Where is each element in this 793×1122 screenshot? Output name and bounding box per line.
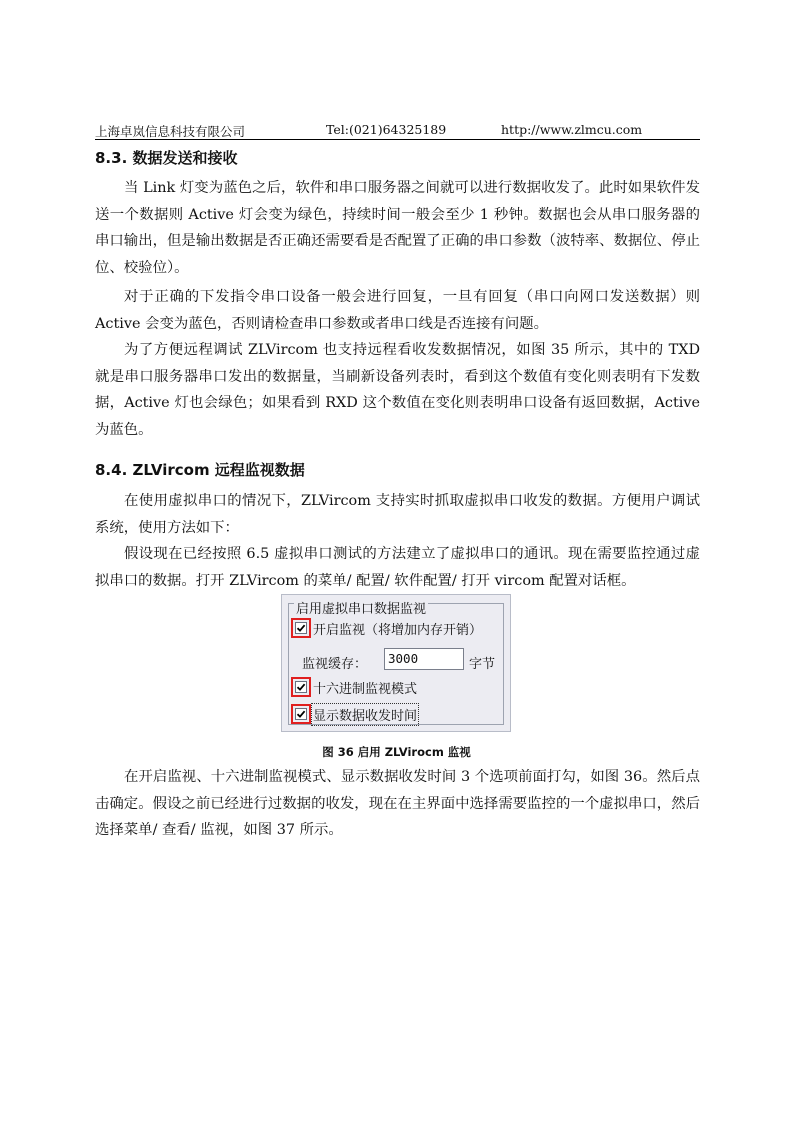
header-company: 上海卓岚信息科技有限公司 <box>95 124 246 139</box>
show-time-label: 显示数据收发时间 <box>313 705 417 724</box>
groupbox-title: 启用虚拟串口数据监视 <box>296 602 427 617</box>
enable-monitor-label: 开启监视（将增加内存开销） <box>313 622 483 638</box>
header-url: http://www.zlmcu.com <box>501 122 643 137</box>
checkmark-icon <box>296 682 306 692</box>
paragraph: 对于正确的下发指令串口设备一般会进行回复，一旦有回复（串口向网口发送数据）则 Active 会变为蓝色，否则请检查串口参数或者串口线是否连接有问题。 <box>95 289 700 332</box>
header-tel: Tel:(021)64325189 <box>326 122 447 137</box>
show-time-option[interactable] <box>291 704 417 724</box>
hex-mode-label: 十六进制监视模式 <box>313 681 418 697</box>
paragraph: 在开启监视、十六进制监视模式、显示数据收发时间 3 个选项前面打勾，如图 36。然后点击确定。假设之前已经进行过数据的收发，现在在主界面中选择需要监控的一个虚拟串口，然后选择菜单/ 查看/ 监视，如图 37 所示。 <box>95 769 700 838</box>
paragraph: 为了方便远程调试 ZLVircom 也支持远程看收发数据情况，如图 35 所示，其中的 TXD 就是串口服务器串口发出的数据量，当刷新设备列表时，看到这个数值有变化则表明有下发数据，Active 灯也会绿色；如果看到 RXD 这个数值在变化则表明串口设备有返回数据，Active 为蓝色。 <box>95 342 700 438</box>
figure-caption: 图 36 启用 ZLVirocm 监视 <box>322 745 471 759</box>
paragraph: 在使用虚拟串口的情况下，ZLVircom 支持实时抓取虚拟串口收发的数据。方便用户调试系统，使用方法如下： <box>95 493 700 536</box>
buffer-label: 监视缓存： <box>302 657 368 672</box>
monitor-settings-dialog <box>281 594 511 732</box>
buffer-size-input[interactable]: 3000 <box>384 648 464 670</box>
monitor-groupbox <box>288 603 504 725</box>
hex-mode-checkbox[interactable] <box>295 681 307 693</box>
page-header <box>95 121 700 140</box>
hex-mode-option[interactable] <box>291 677 417 697</box>
highlight-box <box>291 677 311 697</box>
highlight-box <box>291 704 311 724</box>
paragraph: 当 Link 灯变为蓝色之后，软件和串口服务器之间就可以进行数据收发了。此时如果软件发送一个数据则 Active 灯会变为绿色，持续时间一般会至少 1 秒钟。数据也会从串口服务器的串口输出，但是输出数据是否正确还需要看是否配置了正确的串口参数（波特率、数据位、停止位、校验位）。 <box>95 180 700 276</box>
section-heading-8-4: 8.4. ZLVircom 远程监视数据 <box>95 461 305 479</box>
buffer-unit-label: 字节 <box>469 657 496 672</box>
highlight-box <box>291 618 311 638</box>
enable-monitor-option[interactable] <box>291 618 482 638</box>
enable-monitor-checkbox[interactable] <box>295 622 307 634</box>
show-time-checkbox[interactable] <box>295 708 307 720</box>
checkmark-icon <box>296 623 306 633</box>
section-heading-8-3: 8.3. 数据发送和接收 <box>95 149 238 167</box>
paragraph: 假设现在已经按照 6.5 虚拟串口测试的方法建立了虚拟串口的通讯。现在需要监控通过虚拟串口的数据。打开 ZLVircom 的菜单/ 配置/ 软件配置/ 打开 vircom 配置对话框。 <box>95 546 700 589</box>
checkmark-icon <box>296 709 306 719</box>
